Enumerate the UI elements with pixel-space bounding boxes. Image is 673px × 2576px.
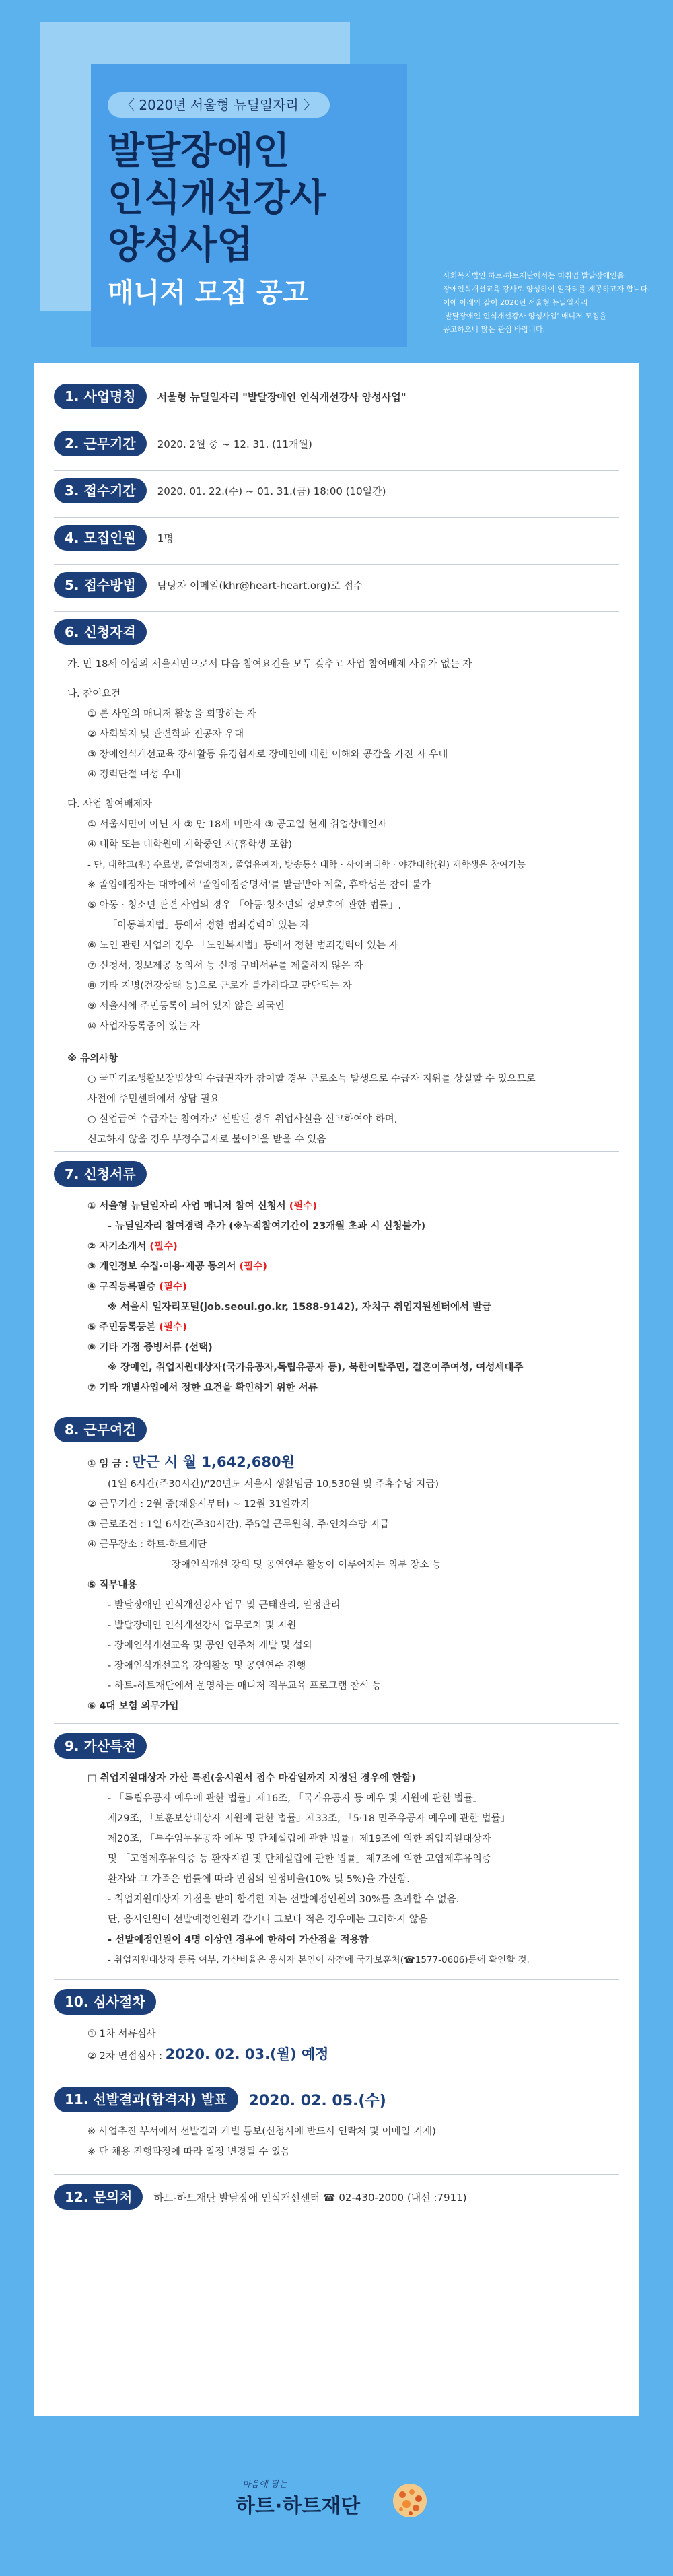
notice-card bbox=[34, 363, 639, 2416]
wage-line: ① 임 금 : 만근 시 월 1,642,680원 bbox=[87, 1454, 295, 1470]
intro-line: 장애인식개선교육 강사로 양성하여 일자리를 제공하고자 합니다. bbox=[443, 285, 650, 293]
section-eligibility bbox=[54, 619, 147, 645]
condition-line: - 하트-하트재단에서 운영하는 매니저 직무교육 프로그램 참석 등 bbox=[108, 1681, 382, 1692]
section-value: 1명 bbox=[157, 532, 174, 545]
document-item: ③ 개인정보 수집·이용·제공 동의서 (필수) bbox=[87, 1261, 267, 1272]
section-badge: 9. 가산특전 bbox=[54, 1733, 147, 1759]
page-subtitle: 매니저 모집 공고 bbox=[108, 277, 309, 308]
section-badge: 1. 사업명칭 bbox=[54, 384, 147, 409]
section-badge: 8. 근무여건 bbox=[54, 1417, 147, 1442]
bonus-line: - 취업지원대상자 가점을 받아 합격한 자는 선발예정인원의 30%를 초과할 수 없음. bbox=[108, 1894, 460, 1905]
section-badge: 2. 근무기간 bbox=[54, 431, 147, 456]
bonus-line: 제20조, 「특수임무유공자 예우 및 단체설립에 관한 법률」제19조에 의한 취업지원대상자 bbox=[108, 1834, 491, 1844]
eligibility-line: ② 사회복지 및 관련학과 전공자 우대 bbox=[87, 729, 244, 740]
divider bbox=[54, 517, 619, 518]
section-work-period bbox=[54, 431, 312, 456]
section-project-name bbox=[54, 384, 406, 409]
caution-line: 신고하지 않을 경우 부정수급자로 불이익을 받을 수 있음 bbox=[87, 1134, 326, 1145]
section-application-method bbox=[54, 572, 363, 598]
intro-line: '발달장애인 인식개선강사 양성사업' 매니저 모집을 bbox=[443, 312, 607, 320]
title-line: 인식개선강사 bbox=[108, 176, 326, 220]
section-headcount bbox=[54, 525, 174, 551]
title-line: 발달장애인 bbox=[108, 129, 290, 173]
bonus-line: 환자와 그 가족은 법률에 따라 만점의 일정비율(10% 및 5%)을 가산함. bbox=[108, 1874, 410, 1885]
section-application-period bbox=[54, 478, 386, 503]
eligibility-line: ⑩ 사업자등록증이 있는 자 bbox=[87, 1021, 200, 1032]
header bbox=[0, 0, 673, 350]
section-value: 서울형 뉴딜일자리 "발달장애인 인식개선강사 양성사업" bbox=[157, 390, 406, 403]
divider bbox=[54, 1151, 619, 1152]
eligibility-line: ④ 대학 또는 대학원에 재학중인 자(휴학생 포함) bbox=[87, 839, 293, 850]
review-step: ② 2차 면접심사 : 2020. 02. 03.(월) 예정 bbox=[87, 2046, 329, 2062]
eligibility-line: ⑧ 기타 지병(건강상태 등)으로 근로가 불가하다고 판단되는 자 bbox=[87, 981, 352, 991]
result-note: ※ 단 채용 진행과정에 따라 일정 변경될 수 있음 bbox=[87, 2147, 291, 2157]
condition-line: ③ 근로조건 : 1일 6시간(주30시간), 주5일 근무원칙, 주·연차수당 지급 bbox=[87, 1519, 390, 1530]
section-badge: 6. 신청자격 bbox=[54, 619, 147, 645]
condition-line: ⑤ 직무내용 bbox=[87, 1580, 137, 1591]
divider bbox=[54, 611, 619, 612]
page-title bbox=[108, 128, 404, 269]
review-step: ① 1차 서류심사 bbox=[87, 2029, 156, 2040]
title-line: 양성사업 bbox=[108, 223, 254, 267]
intro-line: 공고하오니 많은 관심 바랍니다. bbox=[443, 325, 546, 334]
section-badge: 10. 심사절차 bbox=[54, 1989, 156, 2015]
section-review-process bbox=[54, 1989, 156, 2015]
condition-line: (1일 6시간(주30시간)/'20년도 서울시 생활임금 10,530원 및 주휴수당 지급) bbox=[108, 1479, 439, 1490]
divider bbox=[54, 2174, 619, 2175]
logo-name: 하트·하트재단 bbox=[236, 2495, 361, 2518]
section-badge: 12. 문의처 bbox=[54, 2184, 143, 2210]
foundation-logo bbox=[236, 2477, 437, 2531]
eligibility-line: 나. 참여요건 bbox=[67, 689, 121, 699]
condition-line: - 발달장애인 인식개선강사 업무 및 근태관리, 일정관리 bbox=[108, 1600, 341, 1611]
condition-line: ④ 근무장소 : 하트-하트재단 bbox=[87, 1539, 207, 1550]
header-intro bbox=[443, 269, 658, 337]
condition-line: - 발달장애인 인식개선강사 업무코치 및 지원 bbox=[108, 1620, 297, 1631]
eligibility-line: ※ 졸업예정자는 대학에서 '졸업예정증명서'를 발급받아 제출, 휴학생은 참여 불가 bbox=[87, 880, 431, 891]
document-item: - 뉴딜일자리 참여경력 추가 (※누적참여기간이 23개월 초과 시 신청불가) bbox=[108, 1221, 426, 1232]
condition-line: 장애인식개선 강의 및 공연연주 활동이 이루어지는 외부 장소 등 bbox=[172, 1560, 442, 1570]
bonus-line: □ 취업지원대상자 가산 특전(응시원서 접수 마감일까지 지정된 경우에 한함) bbox=[87, 1773, 416, 1784]
footer bbox=[0, 2416, 673, 2576]
eligibility-line: ⑦ 신청서, 정보제공 동의서 등 신청 구비서류를 제출하지 않은 자 bbox=[87, 961, 363, 971]
eligibility-line: ⑤ 아동 · 청소년 관련 사업의 경우 「아동·청소년의 성보호에 관한 법률」, bbox=[87, 900, 402, 911]
document-item: ※ 서울시 일자리포털(job.seoul.go.kr, 1588-9142), 자치구 취업지원센터에서 발급 bbox=[108, 1302, 492, 1313]
section-work-conditions bbox=[54, 1417, 147, 1442]
work-conditions-list bbox=[67, 1452, 441, 1716]
eligibility-line: 다. 사업 참여배제자 bbox=[67, 799, 152, 810]
contact-email: 담당자 이메일(khr@heart-heart.org)로 접수 bbox=[157, 579, 363, 592]
section-value: 2020. 2월 중 ~ 12. 31. (11개월) bbox=[157, 438, 312, 450]
caution-line: 사전에 주민센터에서 상담 필요 bbox=[87, 1094, 219, 1105]
intro-line: 이에 아래와 같이 2020년 서울형 뉴딜일자리 bbox=[443, 298, 588, 307]
bonus-line: - 취업지원대상자 등록 여부, 가산비율은 응시자 본인이 사전에 국가보훈처(☎1577-0606)등에 확인할 것. bbox=[108, 1955, 530, 1965]
bonus-line: - 「독립유공자 예우에 관한 법률」제16조, 「국가유공자 등 예우 및 지원에 관한 법률」 bbox=[108, 1793, 483, 1804]
section-badge: 7. 신청서류 bbox=[54, 1161, 147, 1187]
review-steps bbox=[67, 2024, 328, 2066]
section-documents bbox=[54, 1161, 147, 1187]
eligibility-line: - 단, 대학교(원) 수료생, 졸업예정자, 졸업유예자, 방송통신대학 · 사이버대학 · 야간대학(원) 재학생은 참여가능 bbox=[87, 860, 526, 870]
logo-tagline: 마음에 닿는 bbox=[242, 2480, 287, 2490]
eligibility-list bbox=[67, 654, 536, 1150]
program-chip: 〈 2020년 서울형 뉴딜일자리 〉 bbox=[108, 92, 330, 118]
caution-line: ○ 국민기초생활보장법상의 수급권자가 참여할 경우 근로소득 발생으로 수급자 지위를 상실할 수 있으므로 bbox=[87, 1074, 536, 1084]
document-item: ⑤ 주민등록등본 (필수) bbox=[87, 1322, 187, 1333]
condition-line: - 장애인식개선교육 및 공연 연주처 개발 및 섭외 bbox=[108, 1640, 312, 1651]
section-results bbox=[54, 2087, 386, 2112]
divider bbox=[54, 1723, 619, 1724]
bonus-line: - 선발예정인원이 4명 이상인 경우에 한하여 가산점을 적용함 bbox=[108, 1935, 369, 1945]
document-item: ⑥ 기타 가점 증빙서류 (선택) bbox=[87, 1342, 213, 1353]
divider bbox=[54, 564, 619, 565]
eligibility-line: ⑥ 노인 관련 사업의 경우 「노인복지법」등에서 정한 범죄경력이 있는 자 bbox=[87, 940, 398, 951]
document-item: ⑦ 기타 개별사업에서 정한 요건을 확인하기 위한 서류 bbox=[87, 1383, 318, 1393]
divider bbox=[54, 470, 619, 471]
document-item: ※ 장애인, 취업지원대상자(국가유공자,독립유공자 등), 북한이탈주민, 결혼이주여성, 여성세대주 bbox=[108, 1362, 524, 1373]
bonus-line: 및 「고엽제후유의증 등 환자지원 및 단체설립에 관한 법률」제7조에 의한 고엽제후유의증 bbox=[108, 1854, 491, 1865]
result-note: ※ 사업추진 부서에서 선발결과 개별 통보(신청시에 반드시 연락처 및 이메일 기재) bbox=[87, 2126, 436, 2137]
section-bonus-points bbox=[54, 1733, 147, 1759]
section-badge: 3. 접수기간 bbox=[54, 478, 147, 503]
eligibility-line: ① 서울시민이 아닌 자 ② 만 18세 미만자 ③ 공고일 현재 취업상태인자 bbox=[87, 819, 387, 830]
eligibility-line: ⑨ 서울시에 주민등록이 되어 있지 않은 외국인 bbox=[87, 1001, 285, 1012]
eligibility-line: ① 본 사업의 매니저 활동을 희망하는 자 bbox=[87, 709, 256, 720]
condition-line: ⑥ 4대 보험 의무가입 bbox=[87, 1701, 179, 1712]
bonus-line: 단, 응시인원이 선발예정인원과 같거나 그보다 적은 경우에는 그러하지 않음 bbox=[108, 1914, 428, 1925]
document-item: ① 서울형 뉴딜일자리 사업 매니저 참여 신청서 (필수) bbox=[87, 1201, 318, 1212]
caution-line: ○ 실업급여 수급자는 참여자로 선발된 경우 취업사실을 신고하여야 하며, bbox=[87, 1114, 398, 1125]
eligibility-line: 가. 만 18세 이상의 서울시민으로서 다음 참여요건을 모두 갖추고 사업 참여배제 사유가 없는 자 bbox=[67, 659, 472, 670]
result-notes bbox=[67, 2122, 436, 2162]
condition-line: - 장애인식개선교육 강의활동 및 공연연주 진행 bbox=[108, 1661, 306, 1671]
result-date: 2020. 02. 05.(수) bbox=[248, 2092, 386, 2110]
documents-list bbox=[67, 1196, 523, 1398]
eligibility-line: ③ 장애인식개선교육 강사활동 유경험자로 장애인에 대한 이해와 공감을 가진 자 우대 bbox=[87, 749, 448, 760]
eligibility-line: 「아동복지법」등에서 정한 범죄경력이 있는 자 bbox=[108, 920, 310, 931]
intro-line: 사회복지법인 하트-하트재단에서는 미취업 발달장애인을 bbox=[443, 271, 625, 280]
eligibility-line: ④ 경력단절 여성 우대 bbox=[87, 769, 181, 780]
bonus-list bbox=[67, 1768, 530, 1970]
document-item: ④ 구직등록필증 (필수) bbox=[87, 1282, 187, 1292]
bonus-line: 제29조, 「보훈보상대상자 지원에 관한 법률」제33조, 「5·18 민주유공자 예우에 관한 법률」 bbox=[108, 1813, 511, 1824]
document-item: ② 자기소개서 (필수) bbox=[87, 1241, 178, 1252]
caution-title: ※ 유의사항 bbox=[67, 1053, 118, 1064]
contact-phone: 하트-하트재단 발달장애 인식개선센터 ☎ 02-430-2000 (내선 :7911) bbox=[153, 2191, 467, 2204]
section-badge: 11. 선발결과(합격자) 발표 bbox=[54, 2087, 238, 2112]
section-value: 2020. 01. 22.(수) ~ 01. 31.(금) 18:00 (10일간) bbox=[157, 485, 386, 497]
heart-dots-icon bbox=[392, 2482, 428, 2519]
condition-line: ② 근무기간 : 2월 중(채용시부터) ~ 12월 31일까지 bbox=[87, 1499, 310, 1510]
wage-value: 만근 시 월 1,642,680원 bbox=[132, 1454, 295, 1470]
section-badge: 5. 접수방법 bbox=[54, 572, 147, 598]
interview-date: 2020. 02. 03.(월) 예정 bbox=[165, 2046, 329, 2062]
divider bbox=[54, 1979, 619, 1980]
section-badge: 4. 모집인원 bbox=[54, 525, 147, 551]
section-contact bbox=[54, 2184, 467, 2210]
